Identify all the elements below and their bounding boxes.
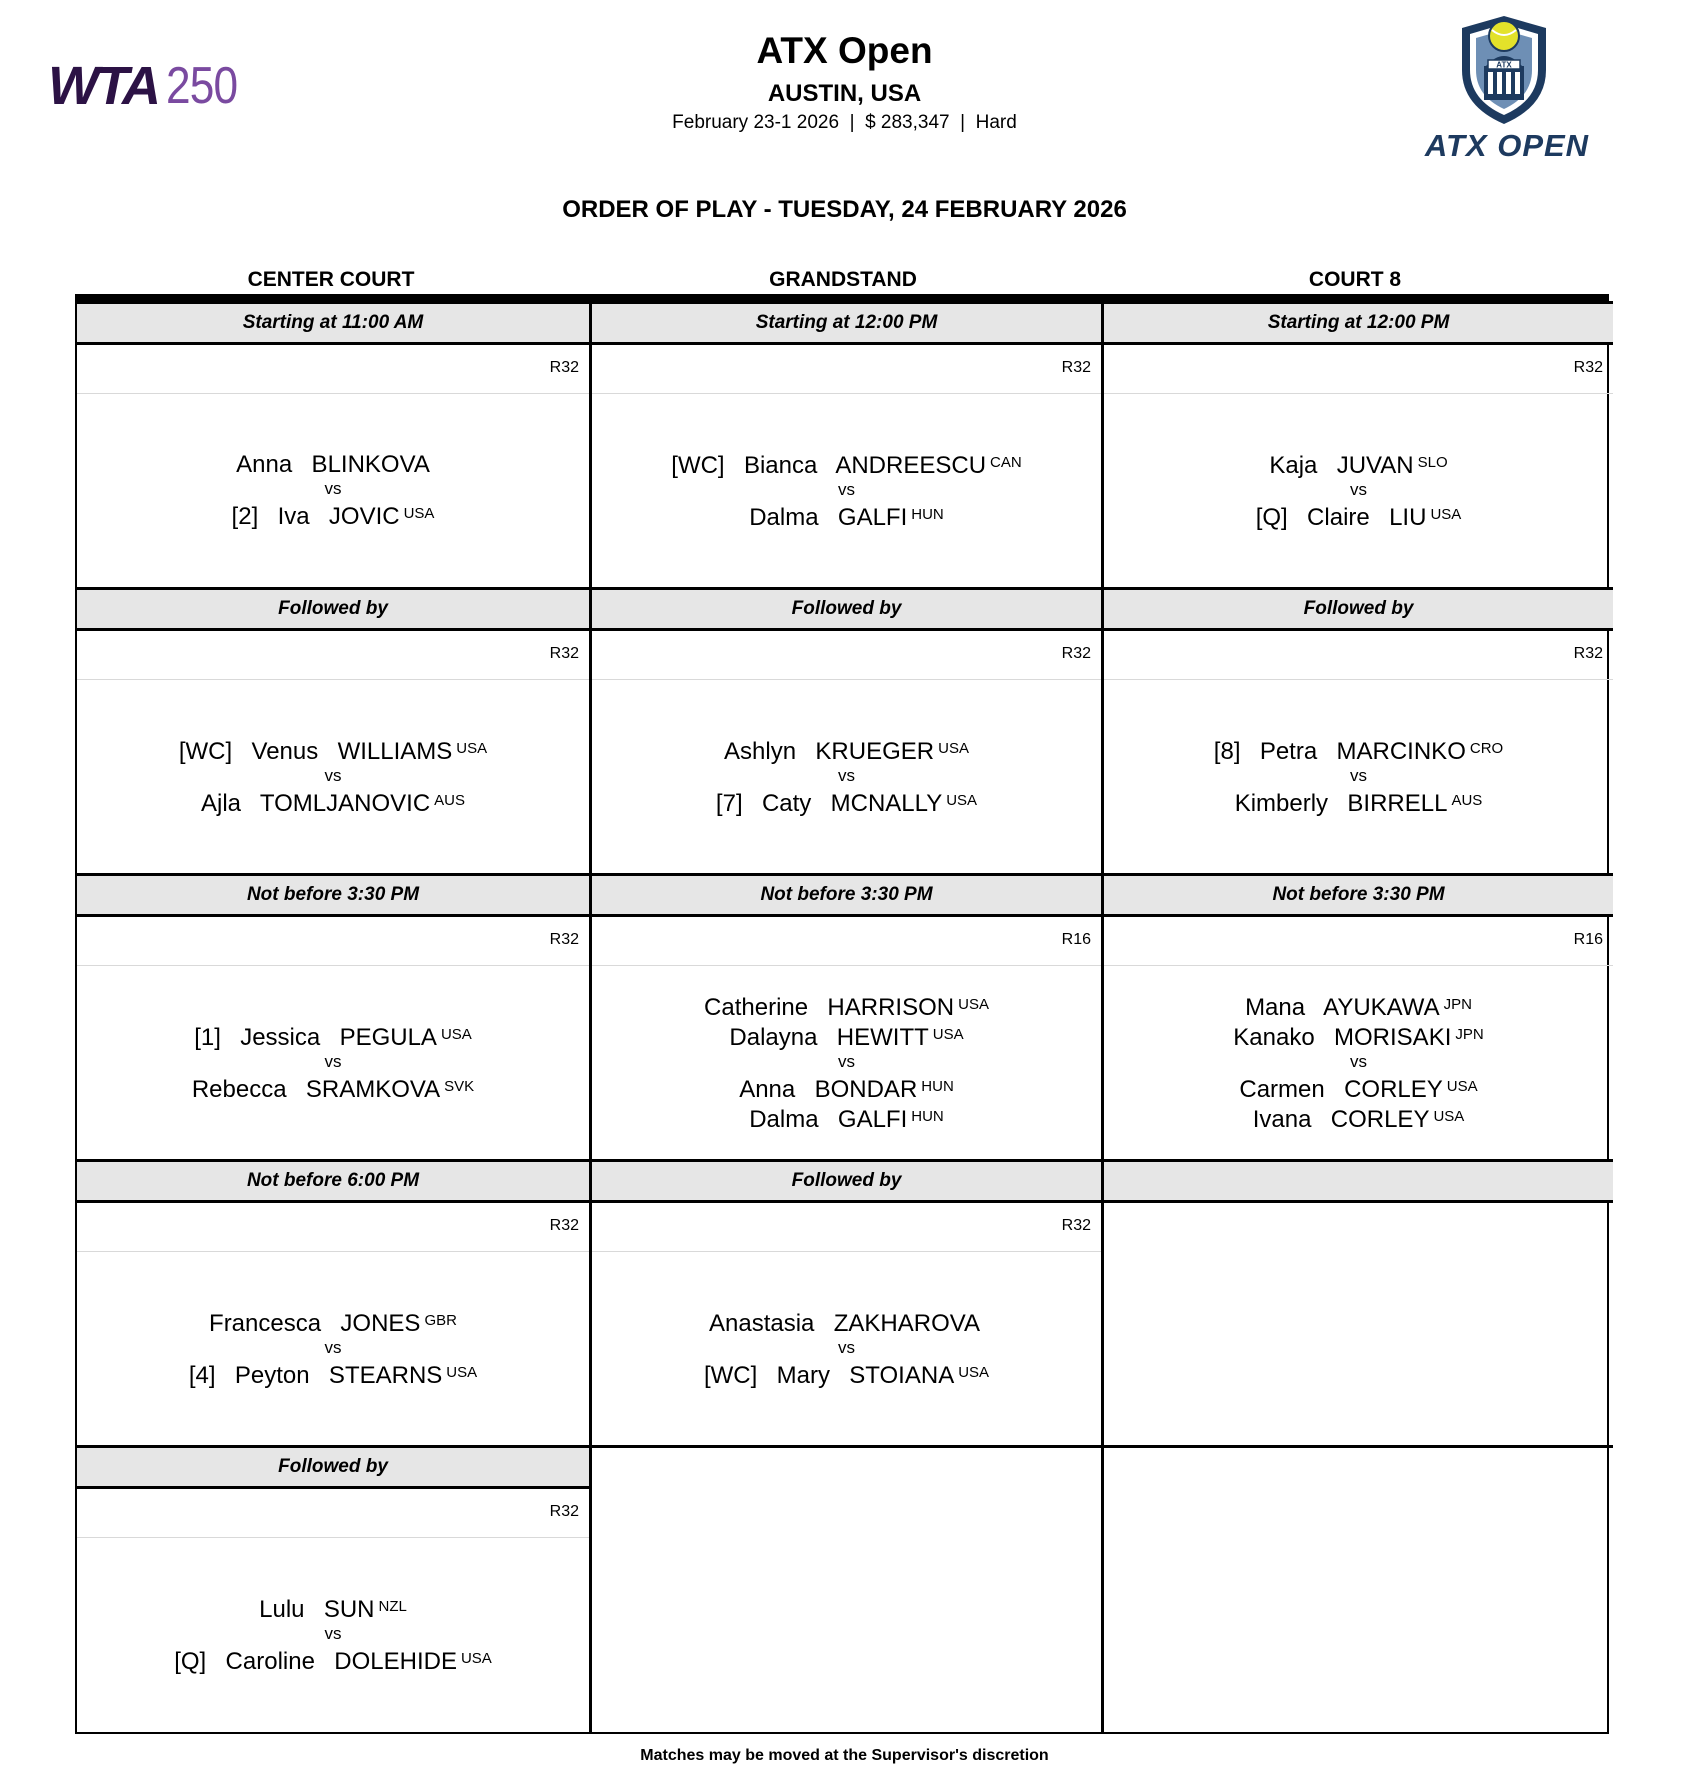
vs-label: vs (1350, 1052, 1367, 1071)
player-name: [1] Jessica PEGULA (194, 1024, 437, 1051)
nationality-code: USA (938, 740, 969, 757)
match-players (77, 965, 589, 1159)
player-name: Anastasia ZAKHAROVA (709, 1310, 980, 1337)
match-players (1104, 965, 1613, 1159)
round-label: R32 (1061, 645, 1091, 662)
round-label: R32 (549, 1503, 579, 1520)
vs-label: vs (1350, 480, 1367, 499)
player-line (716, 787, 977, 817)
nationality-code: HUN (911, 1108, 944, 1125)
player-name: Dalayna HEWITT (729, 1024, 929, 1051)
round-label: R32 (549, 645, 579, 662)
tournament-details-text: February 23-1 2026 | $ 283,347 | Hard (672, 112, 1017, 133)
nationality-code: USA (958, 1364, 990, 1381)
atx-open-logo (1412, 8, 1602, 163)
round-label: R32 (549, 359, 579, 376)
player-name: Kaja JUVAN (1269, 452, 1414, 479)
player-name: Rebecca SRAMKOVA (191, 1076, 441, 1103)
match-players (77, 1537, 589, 1731)
vs-label: vs (838, 1052, 855, 1071)
match-players (77, 1251, 589, 1445)
player-line (1256, 501, 1462, 531)
vs-label: vs (838, 1338, 855, 1357)
nationality-code: USA (446, 1364, 478, 1381)
player-name: [WC] Venus WILLIAMS (178, 738, 453, 765)
wta-logo-tier: 250 (166, 57, 238, 115)
player-line (1245, 991, 1472, 1021)
player-line (236, 451, 430, 478)
round-label: R32 (1573, 645, 1603, 662)
player-name: Anna BLINKOVA (236, 450, 430, 478)
player-name: [WC] Mary STOIANA (703, 1362, 955, 1389)
player-name: [Q] Caroline DOLEHIDE (174, 1648, 457, 1675)
time-band: Followed by (77, 587, 589, 631)
player-line (174, 1645, 492, 1675)
player-name: [Q] Claire LIU (1255, 504, 1427, 531)
nationality-code: AUS (1451, 792, 1483, 809)
court-header-center-court: CENTER COURT (247, 268, 415, 291)
empty-slot-divider (592, 1445, 1101, 1448)
vs-label: vs (838, 766, 855, 785)
player-line (749, 1103, 944, 1133)
court-header-court-8: COURT 8 (1308, 268, 1402, 291)
player-name: Ajla TOMLJANOVIC (200, 790, 431, 817)
match-card (1104, 345, 1613, 587)
nationality-code: CRO (1469, 740, 1504, 757)
player-line (1235, 787, 1483, 817)
player-line (259, 1593, 407, 1623)
player-name: Lulu SUN (259, 1596, 375, 1623)
vs-label: vs (324, 1052, 342, 1071)
order-of-play-title: ORDER OF PLAY - TUESDAY, 24 FEBRUARY 2026 (562, 196, 1127, 223)
player-name: Kanako MORISAKI (1233, 1024, 1452, 1051)
nationality-code: USA (1446, 1078, 1478, 1095)
player-line (749, 501, 944, 531)
nationality-code: CAN (990, 454, 1022, 471)
match-players (1104, 679, 1613, 873)
match-card (592, 631, 1101, 873)
time-band: Not before 3:30 PM (77, 873, 589, 917)
nationality-code: USA (456, 740, 488, 757)
header-divider (75, 294, 1609, 301)
tournament-title: ATX Open (756, 30, 933, 71)
player-line (729, 1021, 963, 1051)
match-card (77, 345, 589, 587)
vs-label: vs (324, 1338, 342, 1357)
atx-shield-icon (1454, 10, 1554, 128)
match-card (1104, 917, 1613, 1159)
time-band: Not before 3:30 PM (1104, 873, 1613, 917)
match-players (77, 393, 589, 587)
nationality-code: HUN (911, 506, 944, 523)
match-players (1104, 393, 1613, 587)
court-column-center-court (77, 301, 589, 1732)
player-line (1214, 735, 1503, 765)
nationality-code: USA (460, 1650, 492, 1667)
round-label: R32 (1061, 1217, 1091, 1234)
match-card (592, 345, 1101, 587)
round-label: R32 (549, 1217, 579, 1234)
time-band: Not before 6:00 PM (77, 1159, 589, 1203)
match-players (592, 1251, 1101, 1445)
nationality-code: USA (932, 1026, 964, 1043)
match-card (77, 917, 589, 1159)
vs-label: vs (1350, 766, 1367, 785)
time-band: Starting at 12:00 PM (1104, 301, 1613, 345)
round-label: R32 (549, 931, 579, 948)
wta-logo-text: WTA (48, 56, 158, 116)
player-line (201, 787, 465, 817)
footer-note: Matches may be moved at the Supervisor's discretion (640, 1747, 1049, 1764)
nationality-code: HUN (921, 1078, 954, 1095)
player-line (192, 1073, 474, 1103)
player-line (1253, 1103, 1465, 1133)
empty-time-band (1104, 1159, 1613, 1203)
schedule-grid (75, 301, 1609, 1734)
match-card (592, 1203, 1101, 1445)
player-line (189, 1359, 477, 1389)
vs-label: vs (324, 478, 342, 498)
player-name: [8] Petra MARCINKO (1213, 738, 1466, 765)
nationality-code: NZL (378, 1598, 407, 1615)
player-name: Carmen CORLEY (1239, 1076, 1443, 1103)
round-label: R16 (1573, 931, 1603, 948)
match-card (77, 1489, 589, 1731)
player-line (671, 449, 1021, 479)
match-players (592, 965, 1101, 1159)
player-line (1239, 1073, 1477, 1103)
match-card (77, 631, 589, 873)
nationality-code: USA (958, 996, 989, 1013)
time-band: Followed by (1104, 587, 1613, 631)
nationality-code: USA (1433, 1108, 1465, 1125)
empty-slot-divider (1104, 1445, 1613, 1448)
player-line (704, 991, 989, 1021)
player-name: [WC] Bianca ANDREESCU (671, 452, 987, 479)
vs-label: vs (838, 480, 855, 499)
match-players (77, 679, 589, 873)
court-column-court-8 (1101, 301, 1613, 1732)
nationality-code: SVK (444, 1078, 475, 1095)
nationality-code: JPN (1455, 1026, 1484, 1043)
nationality-code: USA (440, 1026, 472, 1043)
time-band: Followed by (592, 587, 1101, 631)
player-name: Kimberly BIRRELL (1234, 790, 1448, 817)
player-name: Francesca JONES (209, 1310, 421, 1337)
player-line (1269, 449, 1447, 479)
player-line (232, 500, 435, 530)
nationality-code: USA (1430, 506, 1462, 523)
nationality-code: USA (403, 504, 435, 522)
player-line (194, 1021, 472, 1051)
nationality-code: JPN (1443, 996, 1472, 1013)
court-column-grandstand (589, 301, 1101, 1732)
nationality-code: SLO (1417, 454, 1448, 471)
round-label: R32 (1061, 359, 1091, 376)
player-line (179, 735, 487, 765)
match-card (77, 1203, 589, 1445)
player-name: [7] Caty MCNALLY (715, 790, 943, 817)
vs-label: vs (324, 766, 342, 785)
player-line (704, 1359, 989, 1389)
player-name: [4] Peyton STEARNS (188, 1362, 443, 1389)
player-line (724, 735, 969, 765)
atx-open-wordmark: ATX OPEN (1424, 128, 1590, 163)
match-players (592, 393, 1101, 587)
court-header-grandstand: GRANDSTAND (769, 268, 917, 291)
tournament-location: AUSTIN, USA (767, 80, 922, 107)
player-name: Catherine HARRISON (704, 994, 955, 1021)
vs-label: vs (324, 1624, 342, 1643)
player-line (1233, 1021, 1483, 1051)
time-band: Followed by (77, 1445, 589, 1489)
nationality-code: USA (946, 792, 978, 809)
player-name: Mana AYUKAWA (1245, 994, 1440, 1021)
player-name: Dalma GALFI (749, 504, 908, 531)
player-line (209, 1307, 457, 1337)
time-band: Starting at 12:00 PM (592, 301, 1101, 345)
player-line (739, 1073, 954, 1103)
time-band: Not before 3:30 PM (592, 873, 1101, 917)
match-card (1104, 631, 1613, 873)
player-line (709, 1307, 984, 1337)
match-card (592, 917, 1101, 1159)
match-players (592, 679, 1101, 873)
time-band: Starting at 11:00 AM (77, 301, 589, 345)
player-name: [2] Iva JOVIC (231, 502, 400, 530)
player-name: Dalma GALFI (749, 1106, 908, 1133)
time-band: Followed by (592, 1159, 1101, 1203)
atx-badge-text: ATX (1496, 60, 1512, 70)
nationality-code: AUS (434, 792, 465, 809)
round-label: R16 (1061, 931, 1091, 948)
player-name: Anna BONDAR (739, 1076, 918, 1103)
nationality-code: GBR (424, 1312, 457, 1329)
player-name: Ashlyn KRUEGER (724, 738, 935, 765)
player-name: Ivana CORLEY (1252, 1106, 1430, 1133)
round-label: R32 (1573, 359, 1603, 376)
